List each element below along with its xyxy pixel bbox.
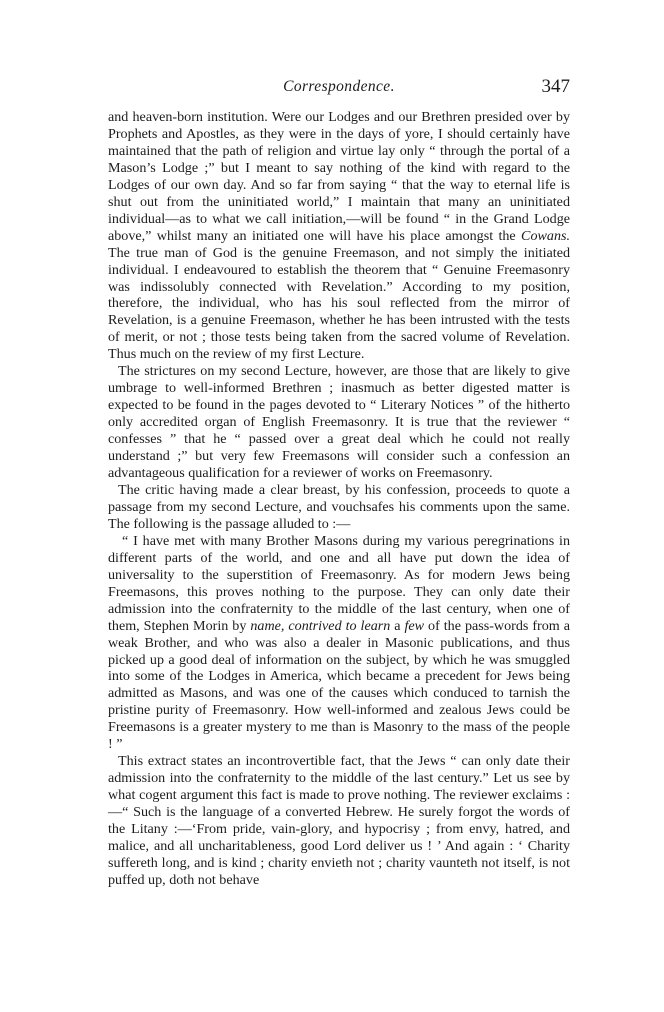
running-title: Correspondence. bbox=[283, 78, 395, 95]
text-run: and heaven-born institution. Were our Lodges and our Brethren presided over by Prophets and Apostles, as they were in the days of yore, I should certainly have maintained that the path of religion and virtue lay only “ through the portal of a Mason’s Lodge ;” but I meant to say nothing of the kind with regard to the Lodges of our own day. And so far from saying “ that the way to eternal life is shut out from the uninitiated world,” I maintain that many an uninitiated individual—as to what we call initiation,—will be found “ in the Grand Lodge above,” whilst many an initiated one will have his place amongst the bbox=[108, 109, 570, 244]
running-head bbox=[108, 76, 570, 100]
text-run: The strictures on my second Lecture, however, are those that are likely to give umbrage to well-informed Brethren ; inasmuch as better digested matter is expected to be found in the pages devoted to “ Literary Notices ” of the hitherto only accredited organ of English Freemasonry. It is true that the reviewer “ confesses ” that he “ passed over a great deal which he could not really understand ;” but very few Freemasons will consider such a confession an advantageous qualification for a reviewer of works on Freemasonry. bbox=[108, 363, 570, 482]
paragraph bbox=[108, 753, 570, 889]
page-number: 347 bbox=[541, 76, 570, 97]
italic-text: few bbox=[404, 617, 425, 634]
italic-text: contrived to learn bbox=[288, 617, 391, 634]
body-text bbox=[108, 109, 570, 889]
paragraph bbox=[108, 482, 570, 533]
block-quote-paragraph bbox=[108, 533, 570, 753]
text-run: This extract states an incontrovertible fact, that the Jews “ can only date their admission into the confraternity to the middle of the last century.” Let us see by what cogent argument this fact is made to prove nothing. The reviewer exclaims :—“ Such is the language of a converted Hebrew. He surely forgot the words of the Litany :—‘From pride, vain-glory, and hypocrisy ; from envy, hatred, and malice, and all uncharitableness, good Lord deliver us ! ’ And again : ‘ Charity suffereth long, and is kind ; charity envieth not ; charity vaunteth not itself, is not puffed up, doth not behave bbox=[108, 753, 570, 888]
paragraph bbox=[108, 363, 570, 482]
text-run: The true man of God is the genuine Freemason, and not simply the initiated individual. I endeavoured to establish the theorem that “ Genuine Freemasonry was indissolubly connected with Revelation.” According to my position, therefore, the individual, who has his soul reflected from the mirror of Revelation, is a genuine Freemason, whether he has been intrusted with the tests of merit, or not ; those tests being taken from the sacred volume of Revelation. Thus much on the review of my first Lecture. bbox=[108, 244, 570, 363]
text-run: of the pass-words from a weak Brother, and who was also a dealer in Masonic publications, and thus picked up a good deal of information on the subject, by which he was smuggled into some of the Lodges in America, which became a precedent for Jews being admitted as Masons, and was one of the causes which conduced to tarnish the pristine purity of Freemasonry. How well-informed and zealous Jews could be Freemasons is a greater mystery to me than is Masonry to the mass of the people ! ” bbox=[108, 617, 570, 753]
italic-text: name, bbox=[250, 617, 285, 634]
italic-text: Cowans. bbox=[521, 227, 570, 244]
paragraph bbox=[108, 109, 570, 363]
text-run: a bbox=[390, 617, 405, 634]
text-run: “ I have met with many Brother Masons during my various peregrinations in different parts of the world, and one and all have put down the idea of universality to the superstition of Freemasonry. As for modern Jews being Freemasons, this proves nothing to the purpose. They can only date their admission into the confraternity to the middle of the last century, when one of them, Stephen Morin by bbox=[108, 532, 570, 634]
text-run: The critic having made a clear breast, by his confession, proceeds to quote a passage from my second Lecture, and vouchsafes his comments upon the same. The following is the passage alluded to :— bbox=[108, 481, 570, 532]
